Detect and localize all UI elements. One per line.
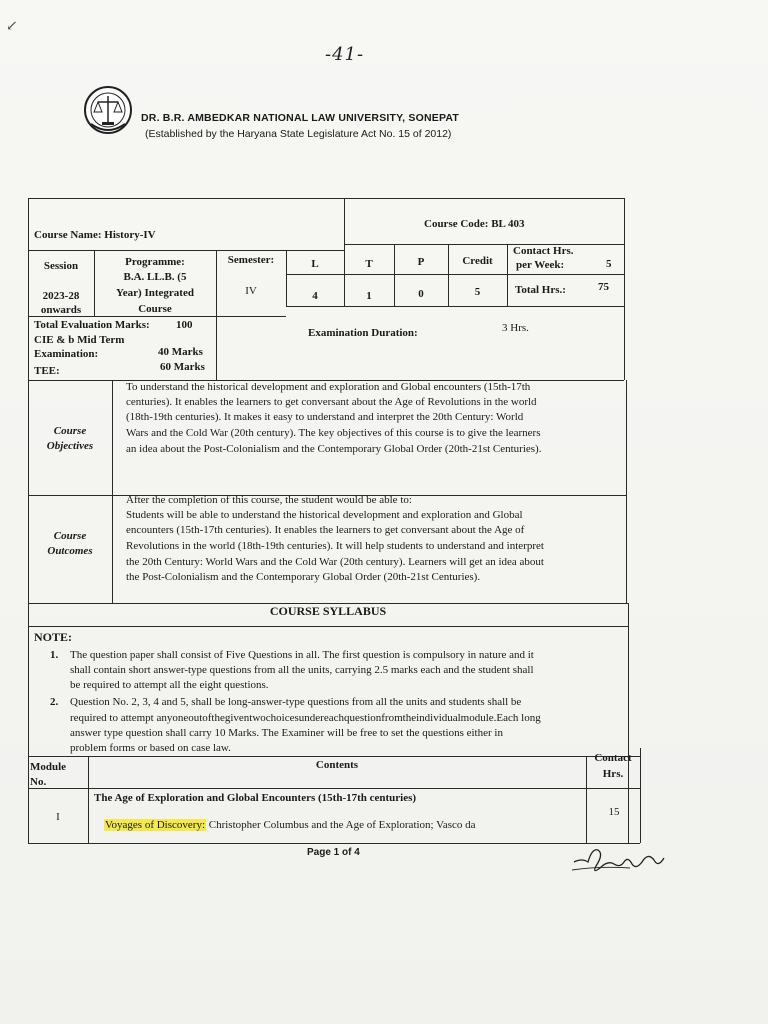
note-label: NOTE: [34,630,73,644]
module-col-header-2: No. [30,776,47,788]
note-2-line: answer type question shall carry 10 Marks. The Examiner will be free to set the questions either in [70,727,503,739]
semester-value: IV [245,285,257,297]
outcomes-line: Students will be able to understand the historical development and exploration and Global [126,509,523,521]
note-2-line: required to attempt anyoneoutofthegiventwochoicesundereachquestionfromtheindividualmodule.Each long [70,712,541,724]
page-footer: Page 1 of 4 [307,847,360,858]
total-hrs-label: Total Hrs.: [515,284,566,296]
t-label: T [365,258,373,270]
session-value-1: 2023-28 [42,290,80,302]
course-name: Course Name: History-IV [34,229,156,241]
semester-label: Semester: [227,254,275,266]
outcomes-line: Revolutions in the world (18th-19th centuries). It will help students to understand and interpret [126,540,544,552]
signature-icon [570,840,680,880]
objectives-line: To understand the historical development and exploration and Global encounters (15th-17th [126,381,531,393]
tee-value: 60 Marks [160,361,205,373]
cie-label: CIE & b Mid Term [34,334,125,346]
programme-value-2: Year) Integrated [116,287,194,299]
note-2-line: problem forms or based on case law. [70,742,231,754]
module-topic-text: Christopher Columbus and the Age of Exploration; Vasco da [208,819,476,831]
cie-label-2: Examination: [34,348,99,360]
objectives-line: (18th-19th centuries). It makes it easy to understand and interpret the 20th Century: World [126,411,524,423]
outcomes-line: the Post-Colonialism and the Contemporary Global Order (20th-21st Centuries). [126,571,481,583]
programme-value-3: Course [138,303,172,315]
outcomes-line: encounters (15th-17th centuries). It enables the learners to get conversant about the Age of [126,524,525,536]
total-eval-value: 100 [176,319,193,331]
note-2-line: Question No. 2, 3, 4 and 5, shall be long-answer-type questions from all the units and students shall be [70,696,522,708]
outcomes-label-2: Outcomes [47,545,93,557]
cie-value: 40 Marks [158,346,203,358]
contents-col-header: Contents [315,759,359,771]
programme-value-1: B.A. LL.B. (5 [123,271,187,283]
session-value-2: onwards [40,304,82,316]
l-label: L [311,258,319,270]
exam-duration-value: 3 Hrs. [502,322,529,334]
credit-value: 5 [474,286,481,298]
outcomes-line: the 20th Century: World Wars and the Cold War (20th century). Learners will get an idea about [126,556,544,568]
note-1-line: The question paper shall consist of Five Questions in all. The first question is compulsory in nature and it [70,649,534,661]
handwritten-page-number: -41- [325,44,365,65]
module-number: I [56,811,60,823]
outcomes-label-1: Course [53,530,87,542]
university-name: DR. B.R. AMBEDKAR NATIONAL LAW UNIVERSITY, SONEPAT [141,112,460,124]
note-2-number: 2. [50,696,59,708]
module-topic-highlight: Voyages of Discovery: [105,819,205,831]
exam-duration-label: Examination Duration: [308,327,418,339]
module-hours: 15 [608,806,620,818]
course-code: Course Code: BL 403 [424,218,525,230]
total-hrs-value: 75 [598,281,609,293]
objectives-label-2: Objectives [46,440,94,452]
contact-col-header-2: Hrs. [602,768,624,780]
p-label: P [417,256,425,268]
university-logo-icon [83,84,133,136]
contact-hrs-label-1: Contact Hrs. [513,245,574,257]
programme-label: Programme: [125,256,185,268]
t-value: 1 [366,290,372,302]
note-1-line: be required to attempt all the eight questions. [70,679,269,691]
note-1-line: shall contain short answer-type questions from all the units, carrying 2.5 marks each and the student shall [70,664,534,676]
credit-label: Credit [462,255,493,267]
p-value: 0 [418,288,424,300]
syllabus-title: COURSE SYLLABUS [269,604,387,618]
note-1-number: 1. [50,649,59,661]
objectives-line: centuries). It enables the learners to get conversant about the Age of Revolutions in the world [126,396,537,408]
session-label: Session [43,260,79,272]
contact-hrs-label-2: per Week: [516,259,565,271]
university-established: (Established by the Haryana State Legislature Act No. 15 of 2012) [145,128,452,140]
module-col-header: Module [30,761,67,773]
tee-label: TEE: [34,365,60,377]
corner-mark: ↙ [6,18,18,34]
total-eval-label: Total Evaluation Marks: [34,319,150,331]
l-value: 4 [312,290,318,302]
outcomes-line: After the completion of this course, the student would be able to: [126,494,412,506]
objectives-label-1: Course [53,425,87,437]
module-topic-line [104,819,476,832]
contact-hrs-value: 5 [606,258,612,270]
objectives-line: an idea about the Post-Colonialism and the Contemporary Global Order (20th-21st Centuries). [126,443,542,455]
module-title: The Age of Exploration and Global Encounters (15th-17th centuries) [94,792,417,804]
objectives-line: Wars and the Cold War (20th century). The key objectives of this course is to give the learners [126,427,541,439]
university-header [83,84,543,144]
contact-col-header: Contact [594,752,632,764]
